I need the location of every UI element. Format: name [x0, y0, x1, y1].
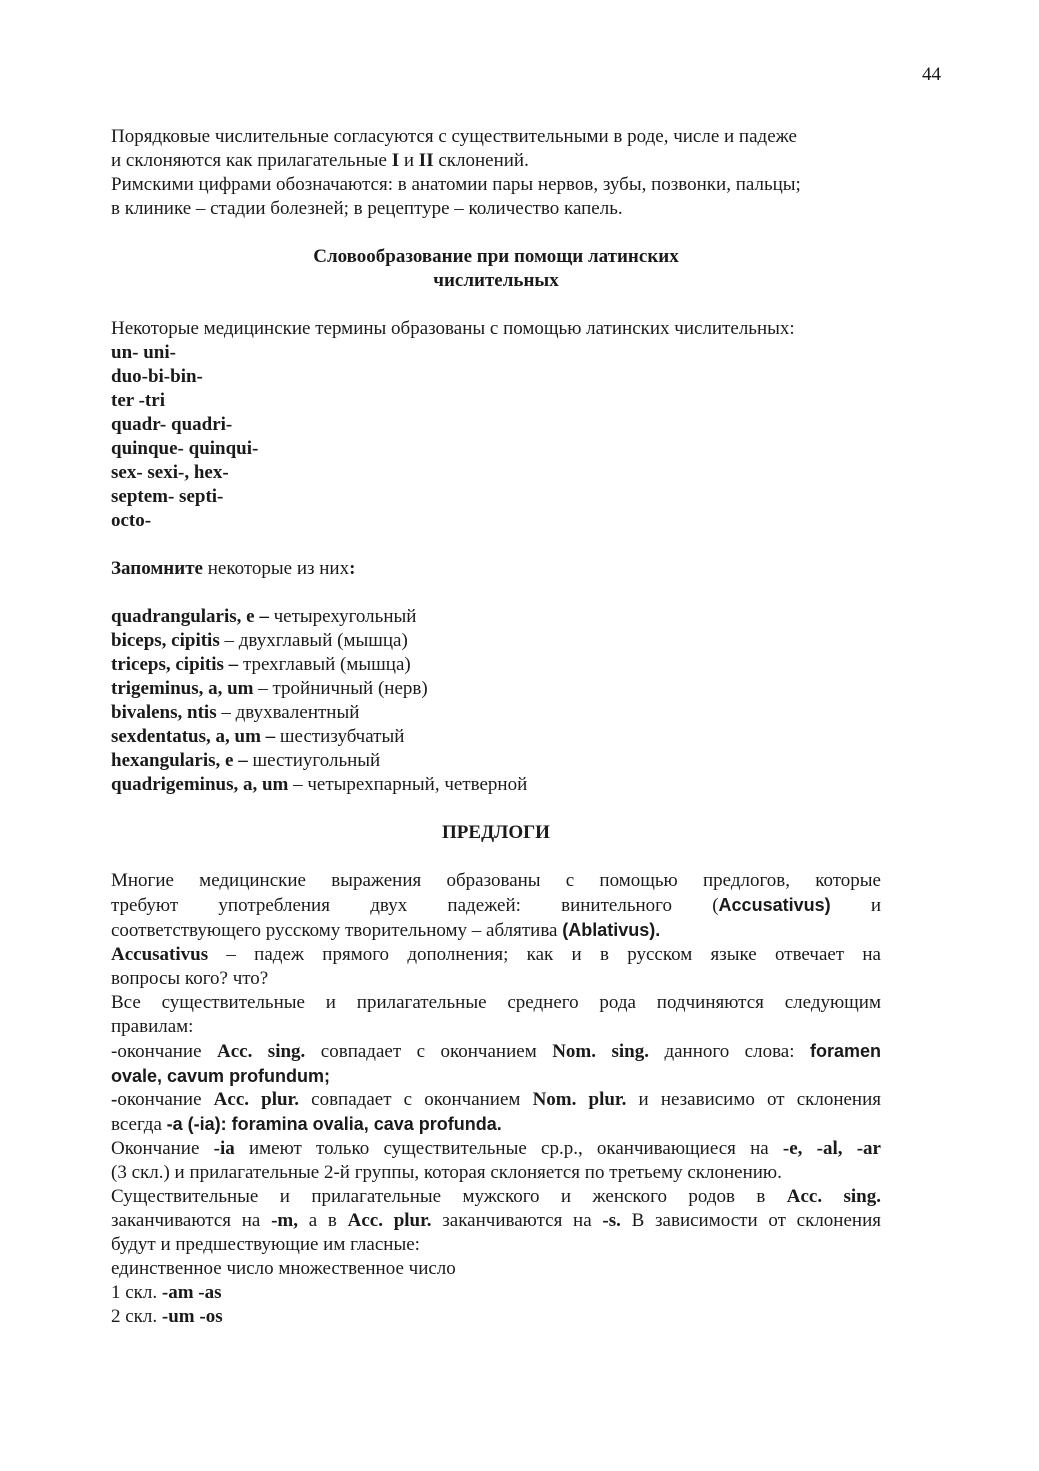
remember-line: Запомните некоторые из них: — [111, 558, 356, 579]
paragraph-ia-ending: Окончание -ia имеют только существительные ср.р., оканчивающиеся на -e, -al, -ar (3 скл.) и прилагательные 2-й группы, которая склоняется по третьему склонению. — [111, 1138, 881, 1183]
endings-table-header: единственное число множественное число — [111, 1258, 456, 1279]
prefix-item: duo-bi-bin- — [111, 366, 203, 387]
prefix-list — [111, 341, 881, 533]
prefix-item: ter -tri — [111, 390, 165, 411]
prefix-item: sex- sexi-, hex- — [111, 462, 229, 483]
prefix-item: octo- — [111, 510, 152, 531]
paragraph-accusativus: Accusativus – падеж прямого дополнения; как и в русском языке отвечает на вопросы кого? что? — [111, 944, 881, 989]
paragraph-roman-numerals: Римскими цифрами обозначаются: в анатомии пары нервов, зубы, позвонки, пальцы; в клинике – стадии болезней; в рецептуре – количество капель. — [111, 174, 801, 219]
page-content — [111, 125, 881, 1329]
term-item: hexangularis, e – шестиугольный — [111, 750, 381, 771]
paragraph-ordinal-agreement: Порядковые числительные согласуются с существительными в роде, числе и падеже и склоняются как прилагательные I и II склонений. — [111, 126, 797, 171]
section-heading-prepositions: ПРЕДЛОГИ — [442, 822, 550, 843]
term-item: quadrigeminus, a, um – четырехпарный, четверной — [111, 774, 528, 795]
paragraph-acc-sing-rule: -окончание Acc. sing. совпадает с окончанием Nom. sing. данного слова: foramen ovale, cavum profundum; — [111, 1041, 882, 1086]
term-item: bivalens, ntis – двухвалентный — [111, 702, 360, 723]
section-heading-word-formation: Словообразование при помощи латинских числительных — [313, 246, 679, 291]
prefix-item: quinque- quinqui- — [111, 438, 259, 459]
term-item: biceps, cipitis – двухглавый (мышца) — [111, 630, 408, 651]
endings-row: 1 скл. -am -as — [111, 1282, 222, 1303]
term-item: triceps, cipitis – трехглавый (мышца) — [111, 654, 411, 675]
prefix-item: quadr- quadri- — [111, 414, 233, 435]
term-item: sexdentatus, a, um – шестизубчатый — [111, 726, 405, 747]
term-list — [111, 605, 881, 797]
paragraph-acc-plur-rule: -окончание Acc. plur. совпадает с окончанием Nom. plur. и независимо от склонения всегда -a (-ia): foramina ovalia, cava profunda. — [111, 1089, 882, 1135]
page-number: 44 — [922, 64, 941, 85]
prefix-item: septem- septi- — [111, 486, 224, 507]
paragraph-masc-fem-endings: Существительные и прилагательные мужского и женского родов в Acc. sing. заканчиваются на -m, а в Acc. plur. заканчиваются на -s. В зависимости от склонения будут и предшествующие им гласные: — [111, 1186, 881, 1255]
paragraph-prepositions-intro: Многие медицинские выражения образованы с помощью предлогов, которые требуют употребления двух падежей: винительного (Accusativus) и соответствующего русскому творительному – аблятива (Ablativus). — [111, 870, 881, 941]
paragraph-neuter-rules: Все существительные и прилагательные среднего рода подчиняются следующим правилам: — [111, 992, 881, 1037]
endings-row: 2 скл. -um -os — [111, 1306, 223, 1327]
prefix-item: un- uni- — [111, 342, 176, 363]
term-item: trigeminus, a, um – тройничный (нерв) — [111, 678, 428, 699]
term-item: quadrangularis, e – четырехугольный — [111, 606, 417, 627]
paragraph-prefixes-intro: Некоторые медицинские термины образованы с помощью латинских числительных: — [111, 318, 795, 339]
